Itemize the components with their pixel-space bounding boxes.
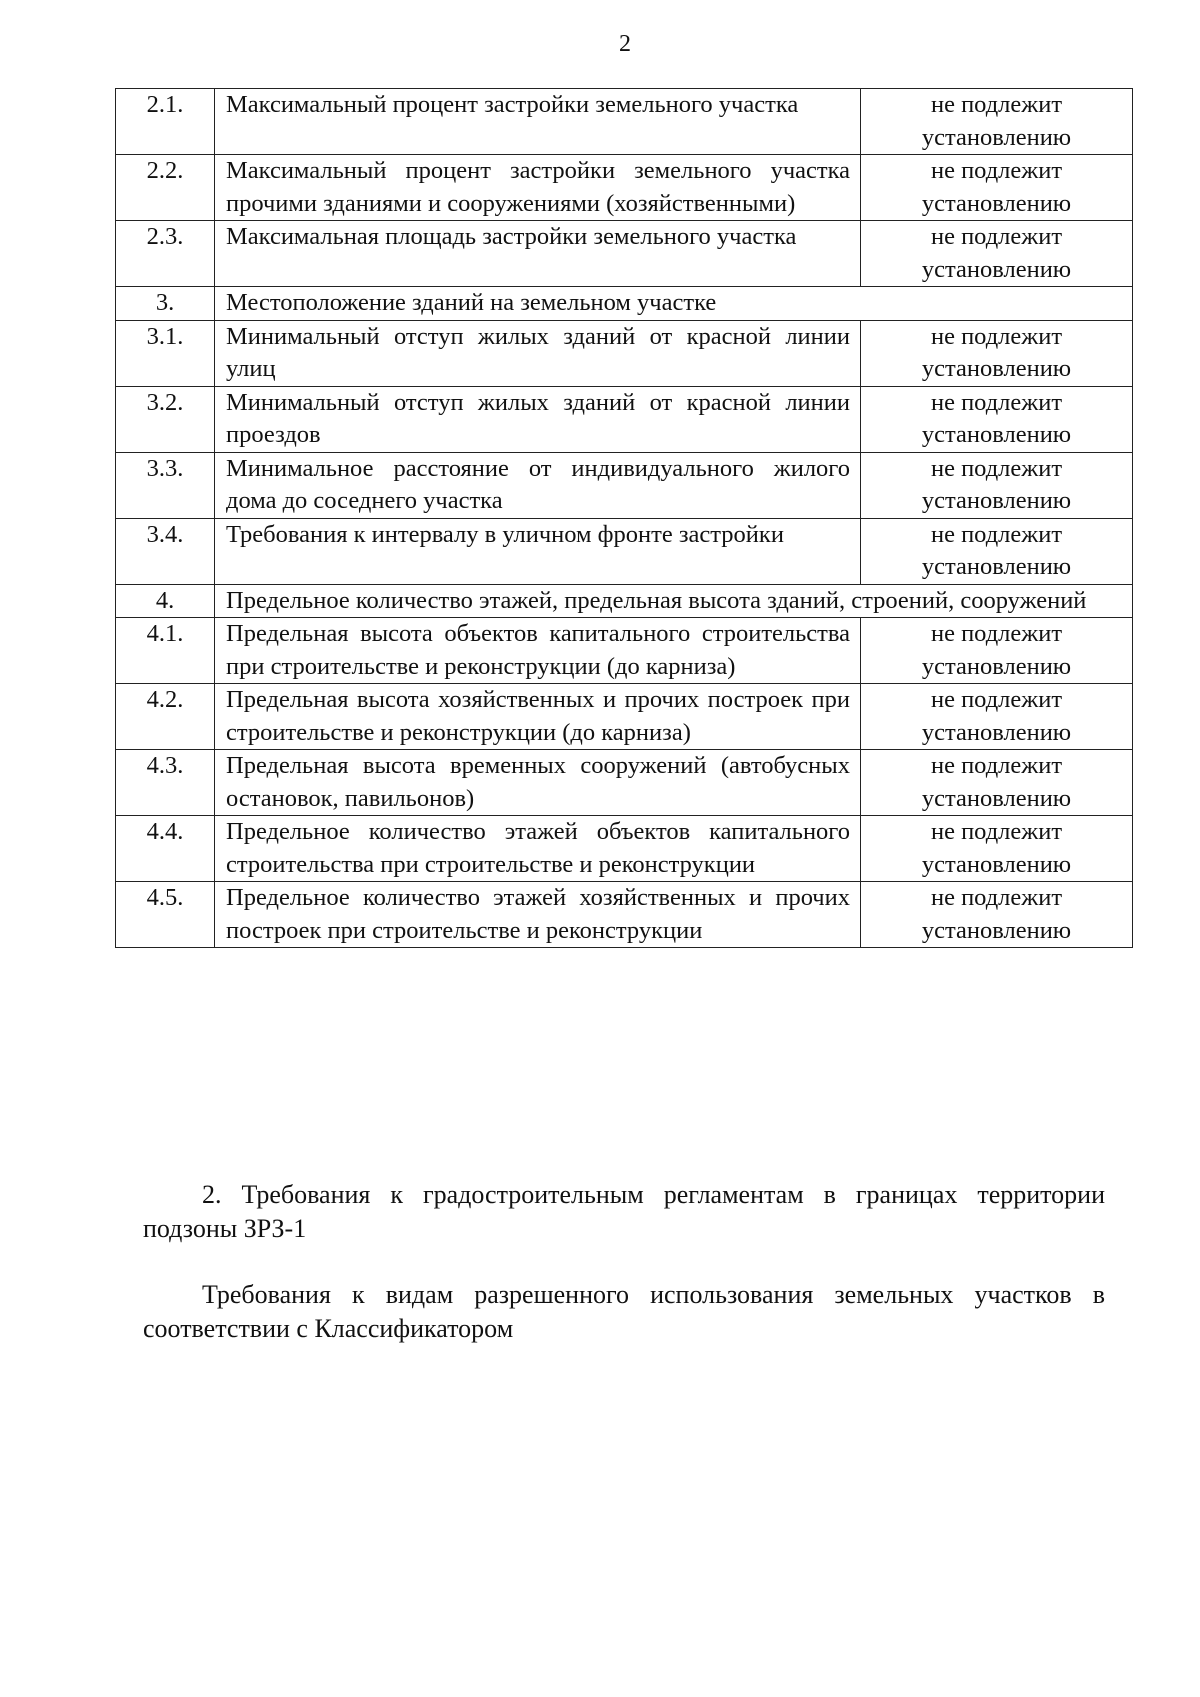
- row-text: Предельное количество этажей объектов капитального строительства при строительстве и реконструкции: [215, 816, 861, 882]
- row-value: [861, 386, 1133, 452]
- section-title: Местоположение зданий на земельном участке: [215, 287, 1133, 321]
- row-number: 2.3.: [116, 221, 215, 287]
- value-line-2: установлению: [921, 487, 1072, 514]
- row-text: Максимальный процент застройки земельного участка: [215, 89, 861, 155]
- table-row: [116, 518, 1133, 584]
- value-line-1: не подлежит: [930, 620, 1063, 647]
- row-text: Минимальный отступ жилых зданий от красной линии улиц: [215, 320, 861, 386]
- row-value: [861, 618, 1133, 684]
- row-text: Максимальный процент застройки земельного участка прочими зданиями и сооружениями (хозяйственными): [215, 155, 861, 221]
- body-paragraph: Требования к видам разрешенного использования земельных участков в соответствии с Классификатором: [143, 1280, 1105, 1343]
- value-line-1: не подлежит: [930, 91, 1063, 118]
- value-line-2: установлению: [921, 255, 1072, 283]
- section-heading-paragraph: 2. Требования к градостроительным регламентам в границах территории подзоны ЗРЗ-1: [143, 1180, 1105, 1243]
- row-value: [861, 89, 1133, 155]
- row-number: 2.1.: [116, 89, 215, 155]
- table-row: [116, 452, 1133, 518]
- value-line-1: не подлежит: [930, 520, 1063, 548]
- row-value: [861, 684, 1133, 750]
- row-number: 2.2.: [116, 155, 215, 221]
- table-row: [116, 89, 1133, 155]
- row-number: 4.5.: [116, 882, 215, 948]
- value-line-2: установлению: [921, 718, 1072, 746]
- value-line-1: не подлежит: [930, 752, 1063, 779]
- value-line-1: не подлежит: [930, 818, 1063, 845]
- row-text: Предельная высота хозяйственных и прочих построек при строительстве и реконструкции (до карниза): [215, 684, 861, 750]
- table-row: [116, 618, 1133, 684]
- regulations-table: [115, 88, 1133, 948]
- row-value: [861, 882, 1133, 948]
- row-text: Минимальный отступ жилых зданий от красной линии проездов: [215, 386, 861, 452]
- row-number: 4.4.: [116, 816, 215, 882]
- row-value: [861, 452, 1133, 518]
- row-text: Требования к интервалу в уличном фронте застройки: [215, 518, 861, 584]
- row-number: 4.3.: [116, 750, 215, 816]
- table-row: [116, 684, 1133, 750]
- row-number: 3.3.: [116, 452, 215, 518]
- value-line-2: установлению: [921, 421, 1072, 448]
- value-line-2: установлению: [921, 355, 1072, 382]
- row-value: [861, 518, 1133, 584]
- row-value: [861, 221, 1133, 287]
- row-text: Предельная высота временных сооружений (автобусных остановок, павильонов): [215, 750, 861, 816]
- row-text: Предельное количество этажей хозяйственных и прочих построек при строительстве и реконструкции: [215, 882, 861, 948]
- table-row: [116, 882, 1133, 948]
- value-line-2: установлению: [921, 784, 1072, 812]
- row-number: 3.1.: [116, 320, 215, 386]
- row-text: Максимальная площадь застройки земельного участка: [215, 221, 861, 287]
- value-line-2: установлению: [921, 123, 1072, 151]
- section-title: Предельное количество этажей, предельная высота зданий, строений, сооружений: [215, 584, 1133, 618]
- row-number: 3.2.: [116, 386, 215, 452]
- row-value: [861, 816, 1133, 882]
- value-line-2: установлению: [921, 189, 1072, 217]
- section-row: [116, 584, 1133, 618]
- table-row: [116, 386, 1133, 452]
- row-text: Предельная высота объектов капитального строительства при строительстве и реконструкции (до карниза): [215, 618, 861, 684]
- page-number: 2: [619, 31, 631, 57]
- value-line-1: не подлежит: [930, 884, 1063, 911]
- value-line-1: не подлежит: [930, 322, 1063, 350]
- value-line-2: установлению: [921, 850, 1072, 878]
- value-line-2: установлению: [921, 553, 1072, 580]
- value-line-1: не подлежит: [930, 388, 1063, 416]
- row-number: 4.2.: [116, 684, 215, 750]
- section-row: [116, 287, 1133, 321]
- value-line-1: не подлежит: [930, 223, 1063, 250]
- table-row: [116, 221, 1133, 287]
- section-number: 3.: [116, 287, 215, 321]
- row-value: [861, 750, 1133, 816]
- row-text: Минимальное расстояние от индивидуального жилого дома до соседнего участка: [215, 452, 861, 518]
- table-row: [116, 155, 1133, 221]
- section-number: 4.: [116, 584, 215, 618]
- value-line-1: не подлежит: [930, 686, 1063, 713]
- row-value: [861, 155, 1133, 221]
- value-line-2: установлению: [921, 652, 1072, 680]
- value-line-1: не подлежит: [930, 454, 1063, 482]
- table-row: [116, 816, 1133, 882]
- value-line-1: не подлежит: [930, 157, 1063, 184]
- row-value: [861, 320, 1133, 386]
- table-row: [116, 320, 1133, 386]
- value-line-2: установлению: [921, 916, 1072, 944]
- row-number: 3.4.: [116, 518, 215, 584]
- table-row: [116, 750, 1133, 816]
- row-number: 4.1.: [116, 618, 215, 684]
